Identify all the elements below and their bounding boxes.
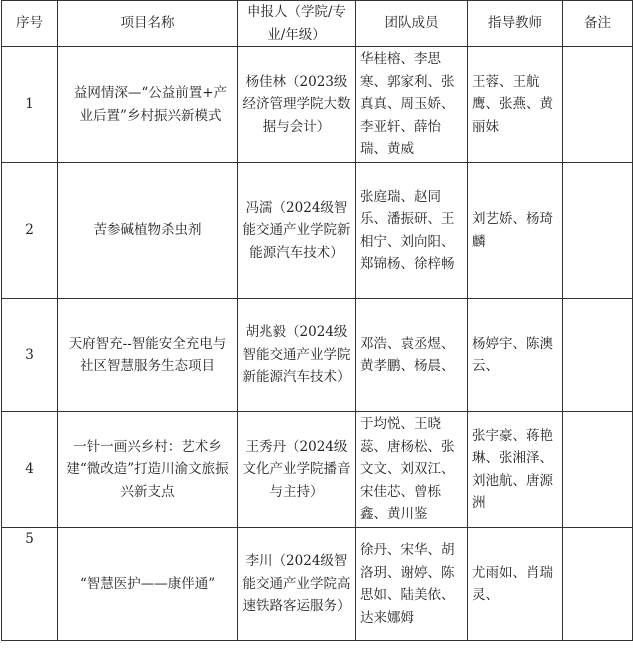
- table-row: [2, 163, 633, 299]
- cell-no: 3: [2, 299, 58, 412]
- cell-project: 天府智充--智能安全充电与社区智慧服务生态项目: [58, 299, 238, 412]
- cell-remarks: [563, 412, 633, 528]
- cell-advisor: 尤雨如、肖瑞灵、: [468, 528, 563, 641]
- table-row: [2, 299, 633, 412]
- cell-applicant: 李川（2024级智能交通产业学院高速铁路客运服务）: [238, 528, 356, 641]
- cell-no: 5: [2, 528, 58, 641]
- cell-project: 一针一画兴乡村：艺术乡建“微改造”打造川渝文旅振兴新支点: [58, 412, 238, 528]
- cell-applicant: 王秀丹（2024级文化产业学院播音与主持）: [238, 412, 356, 528]
- table-row: [2, 412, 633, 528]
- cell-members: 于均悦、王晓蕊、唐杨松、张文文、刘双江、宋佳芯、曾栎鑫、黄川鉴: [356, 412, 468, 528]
- cell-applicant: 冯濡（2024级智能交通产业学院新能源汽车技术）: [238, 163, 356, 299]
- header-members: 团队成员: [356, 1, 468, 47]
- cell-advisor: 张宇豪、蒋艳琳、张湘泽、刘池航、唐源洲: [468, 412, 563, 528]
- cell-advisor: 王蓉、王航鹰、张燕、黄丽妹: [468, 47, 563, 163]
- cell-members: 徐丹、宋华、胡洛玥、谢婷、陈思如、陆美依、达来娜姆: [356, 528, 468, 641]
- header-no: 序号: [2, 1, 58, 47]
- table-row: [2, 528, 633, 641]
- header-advisor: 指导教师: [468, 1, 563, 47]
- header-applicant: 申报人（学院/专业/年级）: [238, 1, 356, 47]
- cell-no: 4: [2, 412, 58, 528]
- cell-project: 苦参碱植物杀虫剂: [58, 163, 238, 299]
- cell-applicant: 杨佳林（2023级经济管理学院大数据与会计）: [238, 47, 356, 163]
- cell-no: 2: [2, 163, 58, 299]
- cell-applicant: 胡兆毅（2024级智能交通产业学院新能源汽车技术）: [238, 299, 356, 412]
- cell-members: 华桂榕、李思寒、郭家利、张真真、周玉娇、李亚轩、薛怡瑞、黄威: [356, 47, 468, 163]
- table-header-row: [2, 1, 633, 47]
- cell-advisor: 杨婷宇、陈澳云、: [468, 299, 563, 412]
- cell-remarks: [563, 528, 633, 641]
- cell-advisor: 刘艺娇、杨琦麟: [468, 163, 563, 299]
- project-table: [1, 0, 633, 641]
- cell-members: 张庭瑞、赵同乐、潘振研、王相宁、刘向阳、郑锦杨、徐梓畅: [356, 163, 468, 299]
- table-row: [2, 47, 633, 163]
- cell-members: 邓浩、袁丞煜、黄孝鹏、杨晨、: [356, 299, 468, 412]
- header-project: 项目名称: [58, 1, 238, 47]
- cell-remarks: [563, 47, 633, 163]
- cell-no: 1: [2, 47, 58, 163]
- cell-project: “智慧医护——康伴通”: [58, 528, 238, 641]
- cell-remarks: [563, 299, 633, 412]
- header-remarks: 备注: [563, 1, 633, 47]
- cell-project: 益网情深—“公益前置+产业后置”乡村振兴新模式: [58, 47, 238, 163]
- cell-remarks: [563, 163, 633, 299]
